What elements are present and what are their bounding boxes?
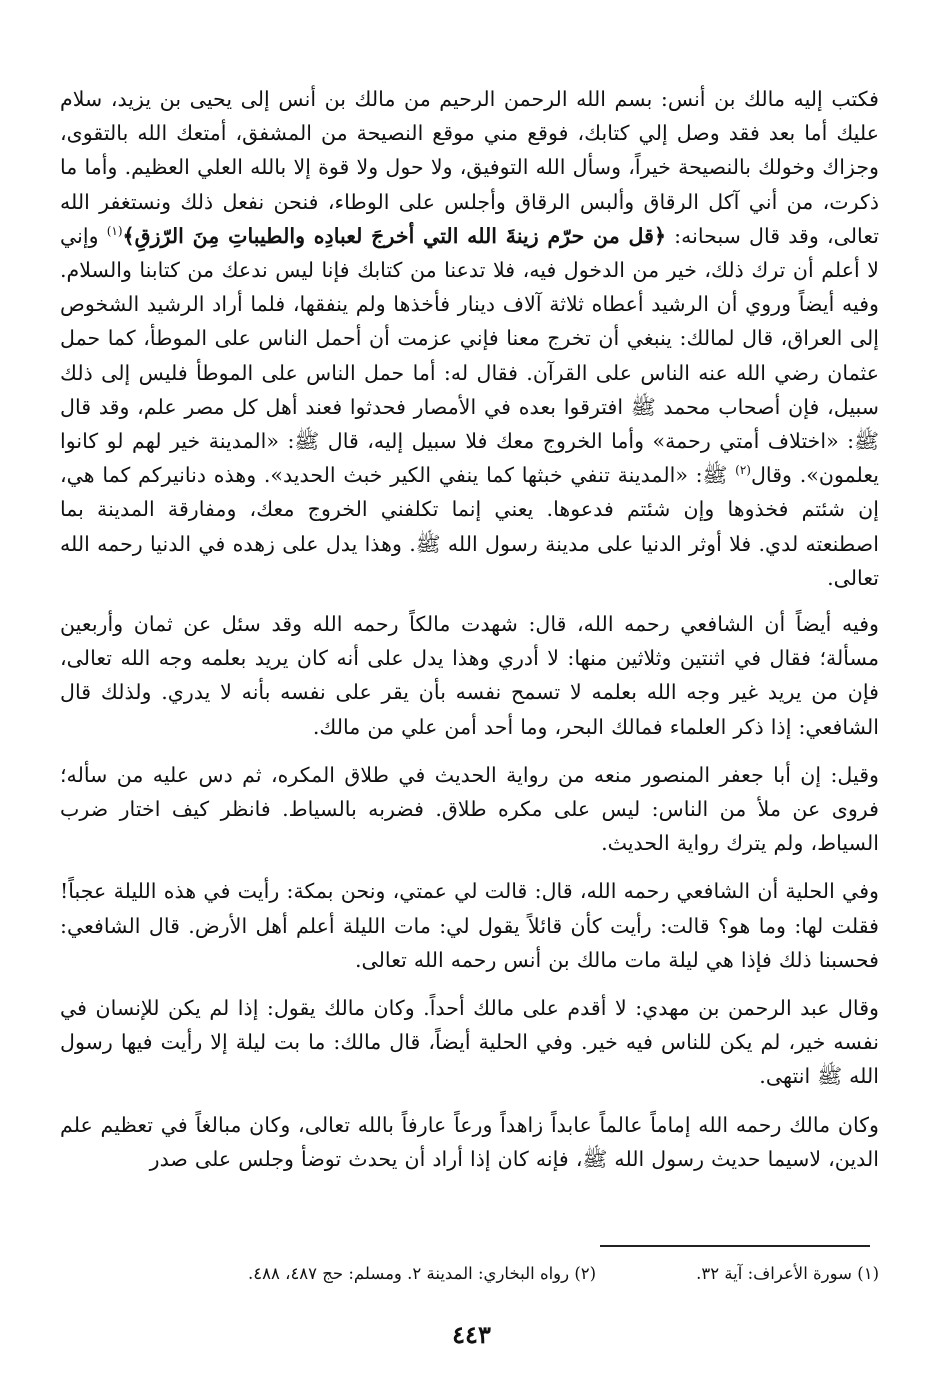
paragraph-hilya: وفي الحلية أن الشافعي رحمه الله، قال: قالت لي عمتي، ونحن بمكة: رأيت في هذه الليلة عجباً! فقلت لها: وما هو؟ قالت: رأيت كأن قائلاً يقول لي: مات الليلة أعلم أهل الأرض. قال الشافعي: فحسبنا ذلك فإذا هي ليلة مات مالك بن أنس رحمه الله تعالى. [60, 879, 879, 972]
quran-verse: ﴿قل من حرّم زينةَ الله التي أخرجَ لعبادِه والطيباتِ مِنَ الرّزقِ﴾ [122, 223, 667, 248]
footnote-divider [600, 1245, 870, 1247]
page-number: ٤٤٣ [452, 1320, 491, 1349]
paragraph-text: فكتب إليه مالك بن أنس: بسم الله الرحمن الرحيم من مالك بن أنس إلى يحيى بن يزيد، سلام عليك أما بعد فقد وصل إلي كتابك، فوقع مني موقع النصيحة من المشفق، أمتعك الله بالتقوى، وجزاك وخولك بالنصيحة خيراً، وسأل الله التوفيق، ولا حول ولا قوة إلا بالله العلي العظيم. وأما ما ذكرت، من أني آكل الرقاق وألبس الرقاق وأجلس على الوطاء، فنحن نفعل ذلك ونستغفر الله تعالى، وقد قال سبحانه: [60, 87, 880, 248]
paragraph-malik-imam: وكان مالك رحمه الله إماماً عالماً عابداً زاهداً ورعاً عارفاً بالله تعالى، وكان مبالغاً في تعظيم علم الدين، لاسيما حديث رسول الله ﷺ، فإنه كان إذا أراد أن يحدث توضأ وجلس على صدر [60, 1112, 879, 1171]
footnote-2: (٢) رواه البخاري: المدينة ٢. ومسلم: حج ٤٨٧، ٤٨٨. [248, 1264, 597, 1283]
paragraph-text: ﷺ: «المدينة تنفي خبثها كما ينفي الكير خبث الحديد». وهذه دنانيركم كما هي، إن شئتم فخذوها وإن شئتم فدعوها. يعني إنما تكلفني الخروج معك، ومفارقة المدينة بما اصطنعته لدي. فلا أوثر الدنيا على مدينة رسول الله ﷺ. وهذا يدل على زهده في الدنيا رحمه الله تعالى. [60, 463, 879, 590]
footnotes [90, 1262, 879, 1286]
footnote-ref-1: (١) [106, 223, 123, 238]
paragraph-ibn-mahdi: وقال عبد الرحمن بن مهدي: لا أقدم على مالك أحداً. وكان مالك يقول: إذا لم يكن للإنسان في نفسه خير، لم يكن للناس فيه خير. وفي الحلية أيضاً، قال مالك: ما بت ليلة إلا رأيت فيها رسول الله ﷺ انتهى. [60, 996, 879, 1089]
paragraph-malik-letter [60, 82, 879, 595]
footnote-ref-2: (٢) [735, 463, 751, 478]
paragraph-text: وإني لا أعلم أن ترك ذلك، خير من الدخول فيه، فلا تدعنا من كتابك فإنا ليس ندعك من كتابنا والسلام. وفيه أيضاً وروي أن الرشيد أعطاه ثلاثة آلاف دينار فأخذها ولم ينفقها، فلما أراد الرشيد الشخوص إلى العراق، قال لمالك: ينبغي أن تخرج معنا فإني عزمت أن أحمل الناس على الموطأ، كما حمل عثمان رضي الله عنه الناس على القرآن. فقال له: أما حمل الناس على الموطأ فليس إلى ذلك سبيل، فإن أصحاب محمد ﷺ افترقوا بعده في الأمصار فحدثوا فعند أهل كل مصر علم، وقد قال ﷺ: «اختلاف أمتي رحمة» وأما الخروج معك فلا سبيل إليه، قال ﷺ: «المدينة خير لهم لو كانوا يعلمون». وقال [60, 223, 879, 488]
paragraph-mansur: وقيل: إن أبا جعفر المنصور منعه من رواية الحديث في طلاق المكره، ثم دس عليه من سأله؛ فروى عن ملأ من الناس: ليس على مكره طلاق. فضربه بالسياط. فانظر كيف اختار ضرب السياط، ولم يترك رواية الحديث. [60, 762, 879, 856]
footnote-1: (١) سورة الأعراف: آية ٣٢. [696, 1264, 879, 1283]
paragraph-shafii-witness: وفيه أيضاً أن الشافعي رحمه الله، قال: شهدت مالكاً رحمه الله وقد سئل عن ثمان وأربعين مسألة؛ فقال في اثنتين وثلاثين منها: لا أدري وهذا يدل على أنه كان يريد بعلمه وجه الله تعالى، فإن من يريد غير وجه الله بعلمه لا تسمح نفسه بأن يقر على نفسه بأنه لا يدري. ولذلك قال الشافعي: إذا ذكر العلماء فمالك البحر، وما أحد أمن علي من مالك. [60, 612, 879, 739]
